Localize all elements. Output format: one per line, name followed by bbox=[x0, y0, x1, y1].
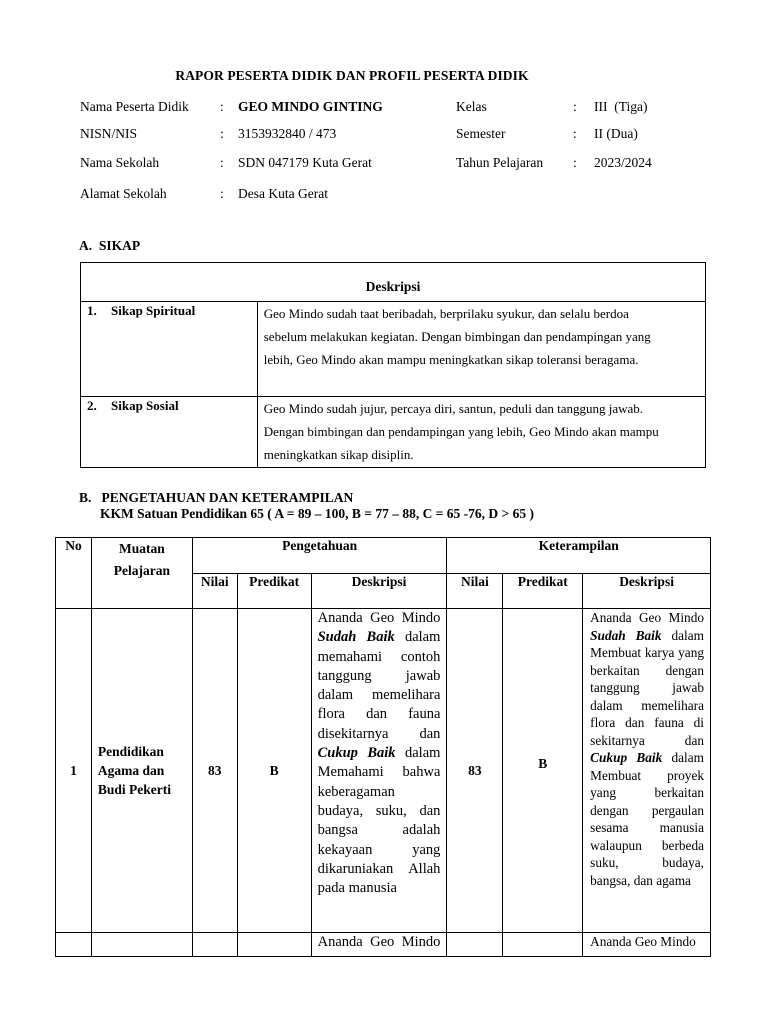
identity-label: Tahun Pelajaran bbox=[456, 155, 544, 170]
sikap-description bbox=[257, 397, 705, 468]
k-deskripsi bbox=[583, 609, 711, 933]
col-no-header: No bbox=[56, 538, 92, 609]
identity-label: Alamat Sekolah bbox=[80, 186, 167, 201]
col-pengetahuan-header: Pengetahuan bbox=[192, 538, 447, 574]
desc-line: lebih, Geo Mindo akan mampu meningkatkan sikap toleransi beragama. bbox=[263, 352, 639, 367]
k-nilai: 83 bbox=[447, 609, 503, 933]
identity-colon: : bbox=[573, 155, 577, 170]
identity-colon: : bbox=[220, 155, 224, 170]
p-nilai bbox=[192, 933, 237, 957]
desc-line: Geo Mindo sudah taat beribadah, berprilaku syukur, dan selalu berdoa bbox=[263, 306, 629, 321]
p-nilai: 83 bbox=[192, 609, 237, 933]
sikap-label: Sikap Sosial bbox=[111, 398, 179, 413]
p-deskripsi bbox=[311, 609, 447, 933]
nisn-value: 3153932840 / 473 bbox=[238, 126, 337, 141]
identity-label: Semester bbox=[456, 126, 506, 141]
sikap-label: Sikap Spiritual bbox=[111, 303, 196, 318]
desc-enough-text: dalam Membuat proyek yang berkaitan dengan pergaulan sesama manusia walaupun berbeda suku, budaya, bangsa, dan agama bbox=[590, 750, 704, 888]
identity-label: NISN/NIS bbox=[80, 126, 138, 141]
desc-line: Geo Mindo sudah jujur, percaya diri, santun, peduli dan tanggung jawab. bbox=[263, 401, 644, 416]
student-name: GEO MINDO GINTING bbox=[238, 99, 383, 114]
row-subject bbox=[91, 933, 192, 957]
identity-colon: : bbox=[220, 99, 224, 114]
sikap-description bbox=[257, 302, 705, 397]
col-keterampilan-header: Keterampilan bbox=[447, 538, 711, 574]
desc-line: meningkatkan sikap disiplin. bbox=[263, 447, 414, 462]
p-predikat-header: Predikat bbox=[237, 574, 311, 609]
desc-good-label: Sudah Baik bbox=[317, 629, 395, 646]
desc-paragraph bbox=[590, 609, 704, 889]
school-name-value: SDN 047179 Kuta Gerat bbox=[238, 155, 372, 170]
page-title: RAPOR PESERTA DIDIK DAN PROFIL PESERTA DIDIK bbox=[175, 68, 529, 83]
sikap-number: 1. bbox=[87, 303, 97, 318]
desc-line: sebelum melakukan kegiatan. Dengan bimbingan dan pendampingan yang bbox=[263, 329, 651, 344]
identity-label: Kelas bbox=[456, 99, 487, 114]
identity-label: Nama Sekolah bbox=[80, 155, 160, 170]
k-deskripsi: Ananda Geo Mindo bbox=[583, 933, 711, 957]
p-predikat bbox=[237, 933, 311, 957]
desc-enough-label: Cukup Baik bbox=[317, 745, 396, 762]
identity-colon: : bbox=[573, 126, 577, 141]
identity-colon: : bbox=[573, 99, 577, 114]
desc-enough-label: Cukup Baik bbox=[590, 750, 663, 765]
k-nilai-header: Nilai bbox=[447, 574, 503, 609]
section-b-heading: B. PENGETAHUAN DAN KETERAMPILAN bbox=[79, 490, 354, 505]
kkm-text: KKM Satuan Pendidikan 65 ( A = 89 – 100, B = 77 – 88, C = 65 -76, D > 65 ) bbox=[100, 506, 534, 521]
section-a-heading: A. SIKAP bbox=[79, 238, 141, 253]
school-address-value: Desa Kuta Gerat bbox=[238, 186, 328, 201]
identity-label: Nama Peserta Didik bbox=[80, 99, 189, 114]
k-nilai bbox=[447, 933, 503, 957]
grades-table bbox=[55, 537, 711, 957]
table-row bbox=[56, 933, 711, 957]
k-predikat-header: Predikat bbox=[503, 574, 583, 609]
semester-value: II (Dua) bbox=[594, 126, 638, 141]
sikap-number: 2. bbox=[87, 398, 97, 413]
p-deskripsi: Ananda Geo Mindo bbox=[311, 933, 447, 957]
desc-paragraph bbox=[318, 609, 441, 898]
identity-colon: : bbox=[220, 126, 224, 141]
row-no: 1 bbox=[56, 609, 92, 933]
p-predikat: B bbox=[237, 609, 311, 933]
k-predikat: B bbox=[503, 609, 583, 933]
p-nilai-header: Nilai bbox=[192, 574, 237, 609]
p-deskripsi-header: Deskripsi bbox=[311, 574, 447, 609]
sikap-header-row bbox=[81, 263, 706, 302]
identity-colon: : bbox=[220, 186, 224, 201]
desc-enough-text: dalam Memahami bahwa keberagaman budaya, suku, dan bangsa adalah kekayaan yang dikaruniakan Allah pada manusia bbox=[317, 745, 441, 897]
k-predikat bbox=[503, 933, 583, 957]
header-row bbox=[56, 538, 711, 574]
sikap-category bbox=[81, 302, 258, 397]
sikap-category bbox=[81, 397, 258, 468]
sikap-row-spiritual bbox=[81, 302, 706, 397]
desc-good-text: dalam memahami contoh tanggung jawab dalam memelihara flora dan fauna disekitarnya dan bbox=[317, 629, 441, 742]
table-row bbox=[56, 609, 711, 933]
school-year-value: 2023/2024 bbox=[594, 155, 652, 170]
desc-good-text: dalam Membuat karya yang berkaitan dengan tanggung jawab dalam memelihara flora dan fauna di sekitarnya dan bbox=[590, 627, 704, 748]
desc-line: Dengan bimbingan dan pendampingan yang lebih, Geo Mindo akan mampu bbox=[263, 424, 659, 439]
k-deskripsi-header: Deskripsi bbox=[583, 574, 711, 609]
row-subject: Pendidikan Agama dan Budi Pekerti bbox=[91, 609, 192, 933]
sikap-row-sosial bbox=[81, 397, 706, 468]
row-no bbox=[56, 933, 92, 957]
col-muatan-header: Muatan Pelajaran bbox=[91, 538, 192, 609]
sikap-desc-header: Deskripsi bbox=[81, 263, 706, 302]
desc-intro: Ananda Geo Mindo bbox=[317, 610, 441, 626]
desc-good-label: Sudah Baik bbox=[590, 627, 662, 643]
sikap-table bbox=[80, 262, 706, 468]
class-value: III (Tiga) bbox=[594, 99, 648, 114]
desc-intro: Ananda Geo Mindo bbox=[590, 610, 704, 625]
